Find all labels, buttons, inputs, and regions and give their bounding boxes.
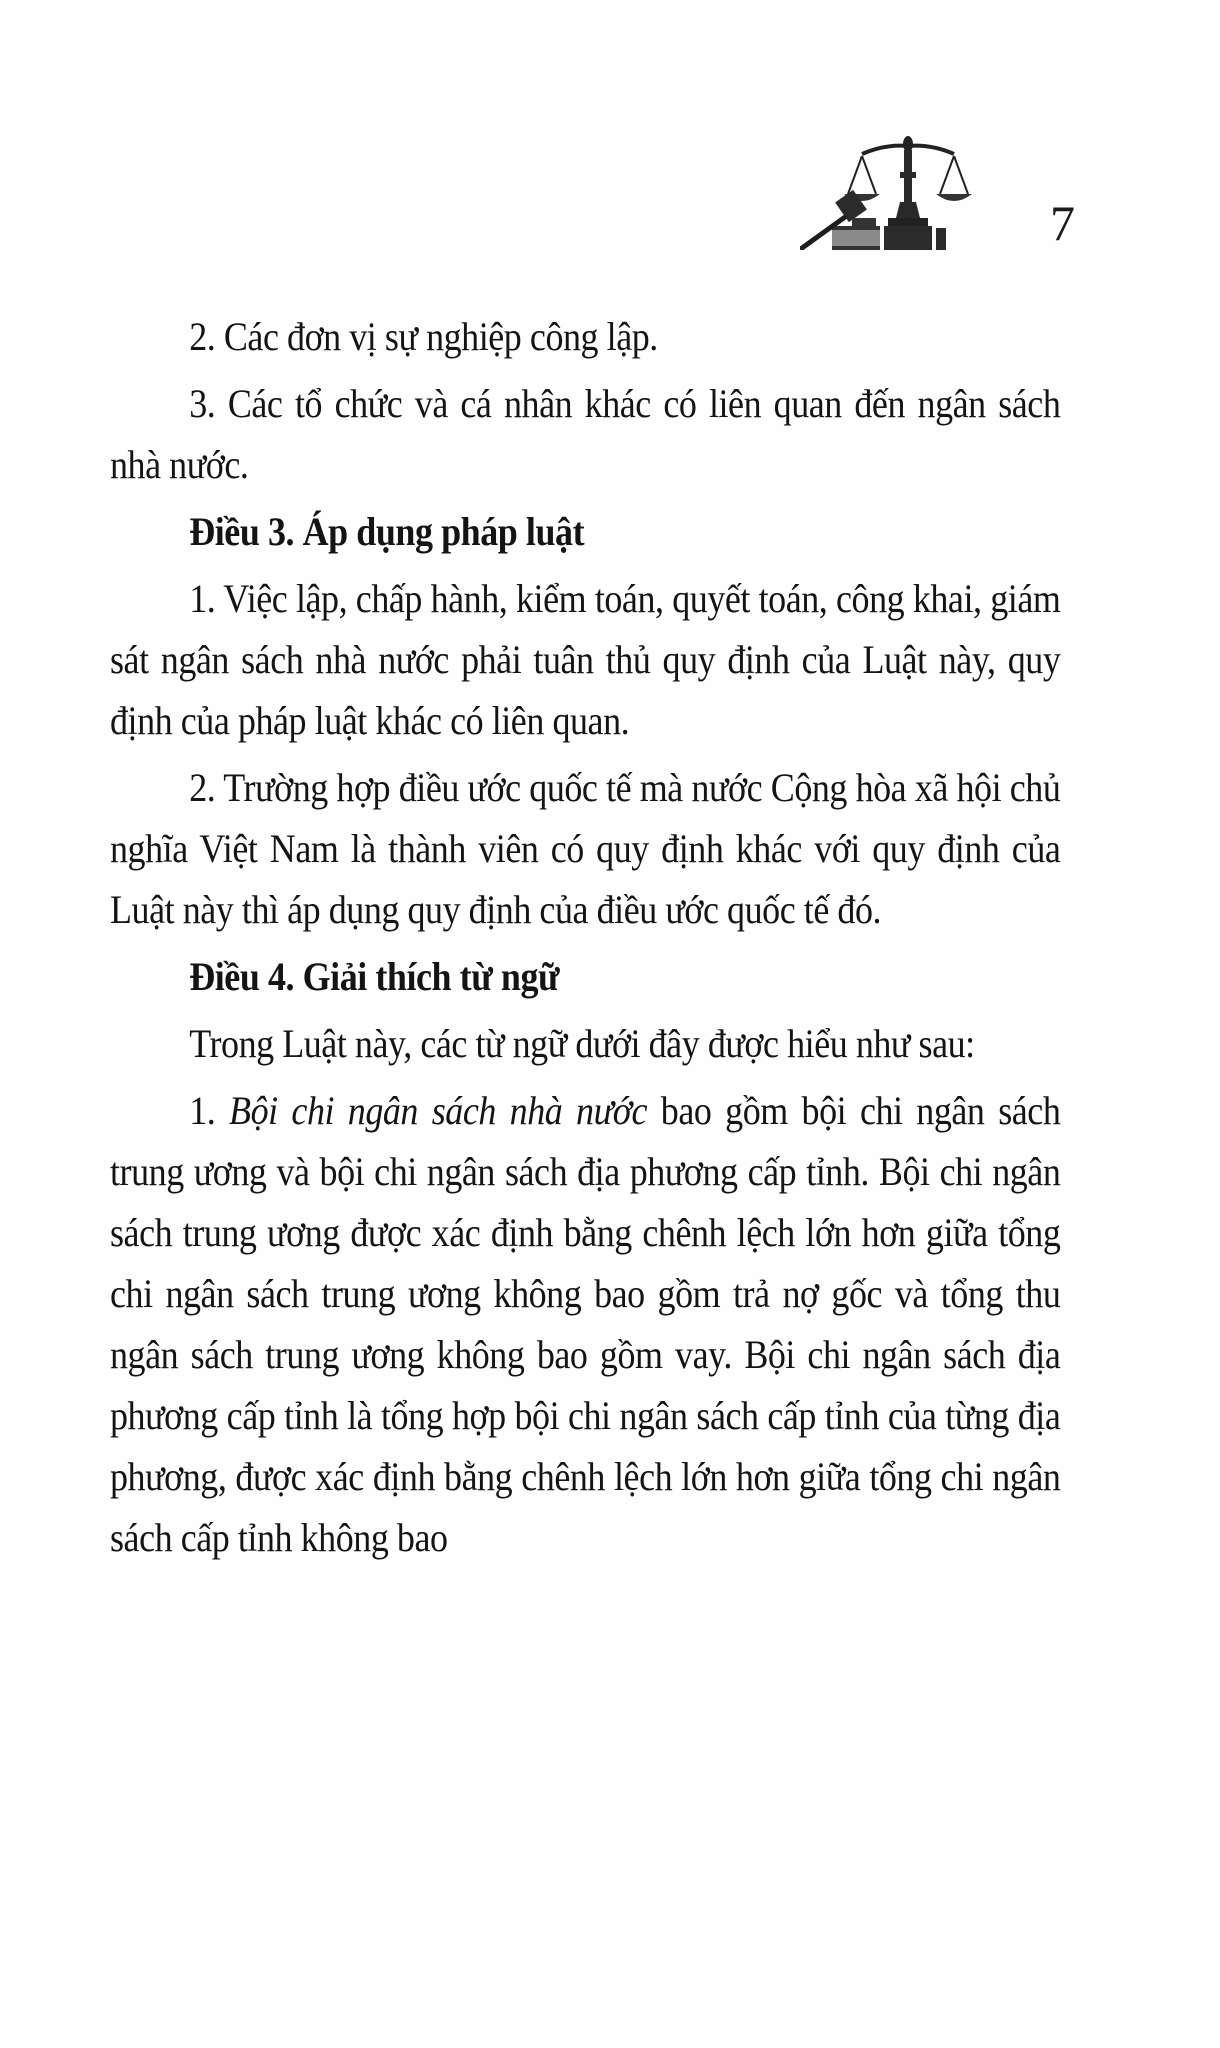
article-4-intro: Trong Luật này, các từ ngữ dưới đây được hiểu như sau: — [189, 1021, 975, 1066]
definition-text: bao gồm bội chi ngân sách trung ương và bội chi ngân sách địa phương cấp tỉnh. Bội chi ngân sách trung ương được xác định bằng chênh lệch lớn hơn giữa tổng chi ngân sách trung ương không bao gồm trả nợ gốc và tổng thu ngân sách trung ương không bao gồm vay. Bội chi ngân sách địa phương cấp tỉnh là tổng hợp bội chi ngân sách cấp tỉnh của từng địa phương, được xác định bằng chênh lệch lớn hơn giữa tổng chi ngân sách cấp tỉnh không bao — [110, 1088, 1061, 1560]
defined-term: Bội chi ngân sách nhà nước — [229, 1088, 648, 1133]
scales-of-justice-icon — [800, 132, 1000, 250]
article-4-clause-1 — [110, 1080, 1060, 1568]
article-3-clause-2: 2. Trường hợp điều ước quốc tế mà nước Cộng hòa xã hội chủ nghĩa Việt Nam là thành viên có quy định khác với quy định của Luật này thì áp dụng quy định của điều ước quốc tế đó. — [110, 765, 1061, 932]
clause-2-text: 2. Các đơn vị sự nghiệp công lập. — [189, 314, 658, 359]
page-header — [800, 130, 1075, 250]
article-4-heading: Điều 4. Giải thích từ ngữ — [189, 954, 560, 999]
clause-3-text: 3. Các tổ chức và cá nhân khác có liên quan đến ngân sách nhà nước. — [110, 381, 1061, 487]
article-3-clause-1: 1. Việc lập, chấp hành, kiểm toán, quyết toán, công khai, giám sát ngân sách nhà nước phải tuân thủ quy định của Luật này, quy định của pháp luật khác có liên quan. — [110, 576, 1061, 743]
page-number: 7 — [1050, 195, 1075, 251]
clause-number: 1. — [189, 1088, 230, 1133]
page-content — [110, 306, 1061, 1574]
article-3-heading: Điều 3. Áp dụng pháp luật — [189, 509, 585, 554]
